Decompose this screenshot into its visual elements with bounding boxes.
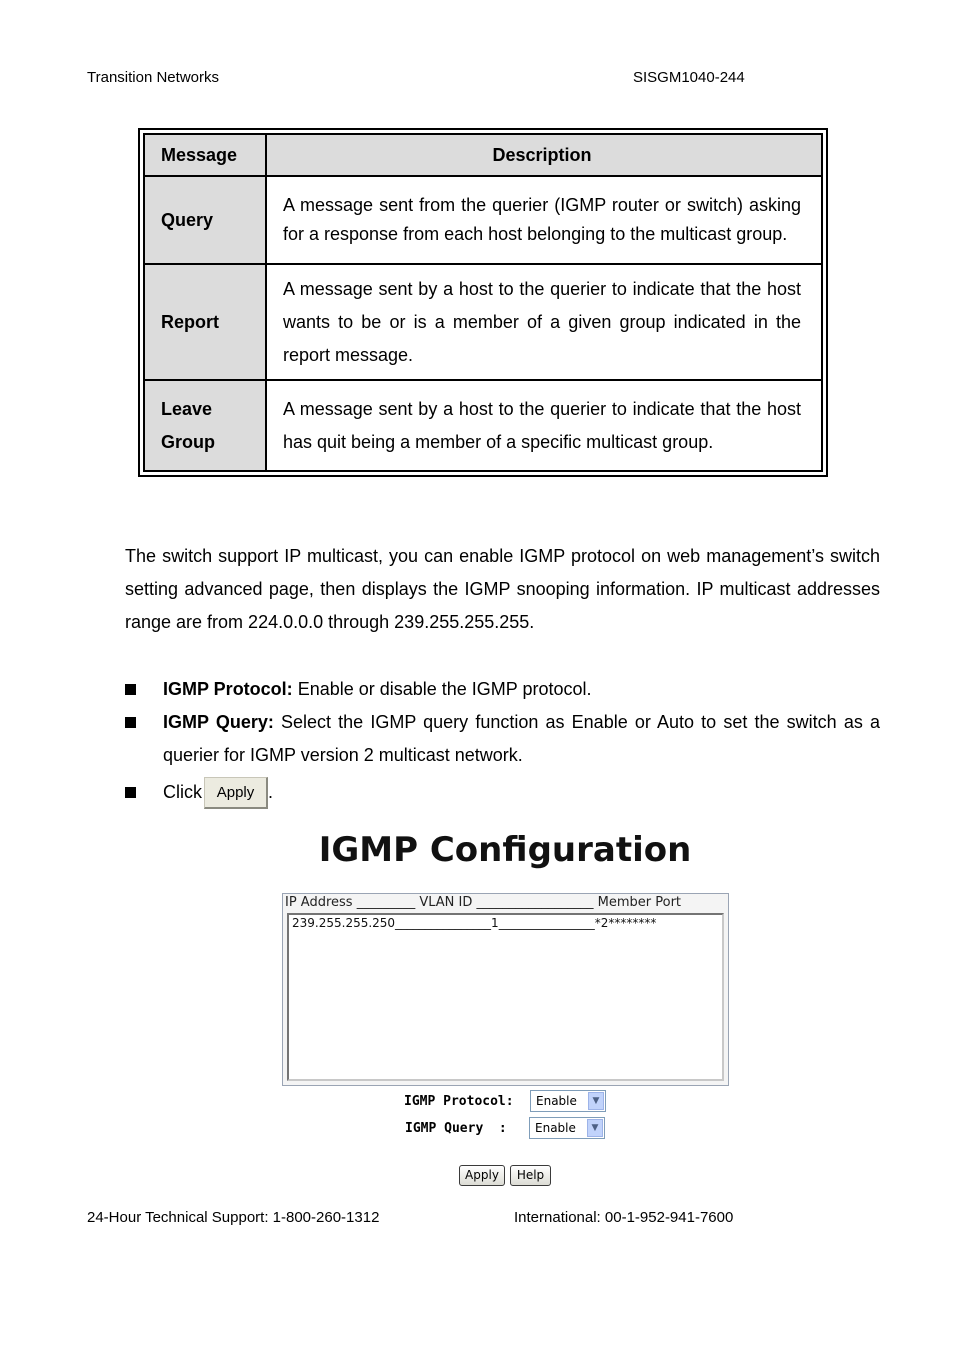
help-button[interactable]: Help	[510, 1165, 551, 1186]
header-model: SISGM1040-244	[633, 69, 745, 86]
description-cell: A message sent by a host to the querier to indicate that the host has quit being a member of a specific multicast group.	[266, 380, 822, 471]
query-label: IGMP Query :	[405, 1121, 507, 1136]
message-cell	[144, 380, 266, 471]
message-cell: Query	[144, 176, 266, 264]
protocol-select-value: Enable	[536, 1094, 577, 1108]
igmp-entries-list[interactable]	[287, 913, 724, 1081]
message-table	[138, 128, 828, 477]
table-header-message: Message	[144, 134, 266, 176]
intro-paragraph: The switch support IP multicast, you can enable IGMP protocol on web management’s switch setting advanced page, then displays the IGMP snooping information. IP multicast addresses range are from 224.0.0.0 through 239.255.255.255.	[125, 546, 880, 632]
query-select[interactable]	[529, 1117, 605, 1139]
bullet-text: Enable or disable the IGMP protocol.	[292, 679, 592, 699]
igmp-table-listbox	[282, 893, 729, 1086]
protocol-label: IGMP Protocol:	[404, 1094, 514, 1109]
click-text: Click	[163, 782, 202, 802]
bullet-term: IGMP Protocol:	[163, 679, 293, 699]
message-cell: Report	[144, 264, 266, 380]
message-line: Group	[161, 431, 215, 452]
apply-button[interactable]: Apply	[459, 1165, 505, 1186]
bullet-text: Select the IGMP query function as Enable or Auto to set the switch as a querier for IGMP version 2 multicast network.	[163, 712, 880, 765]
table-row	[144, 264, 822, 380]
square-bullet-icon	[125, 684, 136, 695]
description-cell: A message sent by a host to the querier to indicate that the host wants to be or is a member of a given group indicated in the report message.	[266, 264, 822, 380]
list-item	[125, 673, 880, 706]
config-title: IGMP Configuration	[318, 830, 692, 870]
square-bullet-icon	[125, 787, 136, 798]
chevron-down-icon[interactable]: ▼	[588, 1092, 604, 1110]
protocol-select[interactable]	[530, 1090, 606, 1112]
bullet-term: IGMP Query:	[163, 712, 274, 732]
header-company: Transition Networks	[87, 69, 219, 86]
bullet-list	[125, 673, 880, 809]
query-select-value: Enable	[535, 1121, 576, 1135]
description-cell: A message sent from the querier (IGMP router or switch) asking for a response from each host belonging to the multicast group.	[266, 176, 822, 264]
chevron-down-icon[interactable]: ▼	[587, 1119, 603, 1137]
table-row	[144, 380, 822, 471]
footer-support: 24-Hour Technical Support: 1-800-260-1312	[87, 1209, 380, 1226]
footer-international: International: 00-1-952-941-7600	[514, 1209, 734, 1226]
message-line: Leave	[161, 398, 213, 419]
list-item	[125, 776, 880, 809]
list-item	[125, 706, 880, 772]
listbox-header: IP Address _________ VLAN ID __________________ Member Port	[285, 895, 682, 910]
table-row	[144, 176, 822, 264]
click-suffix: .	[268, 782, 274, 802]
list-item[interactable]: 239.255.255.250________________1________________*2********	[292, 916, 657, 930]
square-bullet-icon	[125, 717, 136, 728]
apply-button-image: Apply	[204, 777, 268, 809]
table-header-description: Description	[266, 134, 822, 176]
